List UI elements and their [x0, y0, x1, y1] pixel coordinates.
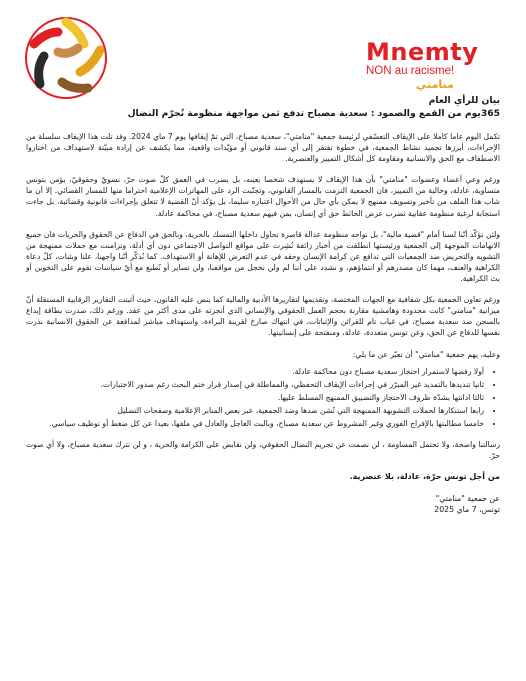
signature-date: تونس، 7 ماي 2025	[434, 504, 500, 514]
demands-intro: وعليه، يهم جمعية "منامتي" أن تعبّر عن ما يلي:	[352, 349, 500, 359]
signature-org: عن جمعية "منامتي"	[435, 493, 500, 503]
brand-name: Mnemty	[366, 38, 479, 66]
mnemty-hands-logo	[22, 14, 110, 102]
demand-item: • رابعا استنكارها لحملات التشويهة الممنهجة التي تُشن ضدها وضد الجمعية، عبر بعض المنابر الإعلامية وصفحات التضليل	[26, 405, 484, 416]
paragraph: ورغم وعي أعضاء وعضوات "منامتي" بأن هذا الإيقاف لا يستهدف شخصا بعينه، بل يضرب في العمق كلّ صوت حرّ، نسويّ وحقوقيّ، يؤمن بتونس متساوية، عادلة، وخالية من التمييز، فان الجمعية التزمت بالمسار القانوني، وتجنّبت الرد على المهاترات الإعلامية احتراما منها للمسار القضائي. إلا أن ما شاب هذا الملف من تأخير وتسويف ممنهج لا يمكن بأي حال من الأحوال اعتباره سليما، بل يؤكد أنّ القضية لا تتعلق بإجراءات قانونية وقضائية، بل جاءت استجابة لرغبة منظومة عقابية تضرب عرض الحائط حق أي إنسان، بمن فيهم سعدية مصباح، في محاكمة عادلة.	[26, 175, 500, 218]
demand-item: • ثانيا تنديدها بالتمديد غير المبرّر في إجراءات الإيقاف التحفظي، والمماطلة في إصدار قرار ختم البحث رغم صدور الاختبارات.	[26, 379, 484, 390]
paragraph: تكمل اليوم عاما كاملا على الإيقاف التعسّفي لرئيسة جمعية "منامتي"، سعدية مصباح، التي تمّ إيقافها يوم 7 ماي 2024. وقد تلت هذا الإيقاف سلسلة من الإجراءات، أبرزها تجميد نشاط الجمعية، في خطوة تفتقر إلى أي سند قانوني أو مؤيّدات واقعية، مما يكشف عن إرادة مبيّتة لاستهداف من اختاروا الاصطفاف مع الحق والانسانية ومقاومة كل أشكال التمييز والعنصرية.	[26, 132, 501, 164]
final-paragraph: رسالتنا واضحة، ولا تحتمل المساومة ، لن نصمت عن تجريم النضال الحقوقي، ولن نقايض على الكرامة والحرية ، و لن نترك سعدية مصباح، ولا أي صوت حرّ.	[26, 439, 500, 460]
demand-item: • ثالثا ادانتها بشدّة ظروف الاحتجاز والتضييق الممنهج المسلط عليها.	[26, 392, 484, 403]
demand-item: • أولا رفضها لاستمرار احتجاز سعدية مصباح دون محاكمة عادلة.	[26, 366, 484, 377]
demands-list	[26, 366, 500, 429]
statement-title: 365يوم من القمع والصمود : سعدية مصباح تدفع ثمن مواجهة منظومة تُجرّم النضال	[127, 108, 500, 119]
brand-name-arabic: منامتي	[416, 78, 454, 91]
demand-item: • خامسا مطالبتها بالإفراج الفوري وغير المشروط عن سعدية مصباح، وبالبت العاجل والعادل في ملفها، بعيدا عن كل ضغط أو توظيف سياسي.	[26, 418, 484, 429]
statement-heading: بيان للرأي العام	[428, 95, 500, 106]
paragraph: ولئن تؤكّد أنّنا لسنا أمام "قضية مالية"، بل نواجه منظومة عدالة قاصرة تحاول داخلها التمسك بالحرية، وبالحق في الدفاع عن الحقوق والحريات فان جميع الاتهامات الموجهة إلى الجمعية ورئيستها انطلقت من أخبار زائفة نُشِرت على مواقع التواصل الاجتماعي دون أي أدلة، وتزامنت مع حملات ممنهجة من التشويه والتحريض ضد الجمعيات التي تدافع عن كرامة الإنسان وحقه في عدم التعرض للإهانة أو الاستهداف. كما نُذكّر أنّنا واجهنا، علنا وبثبات، كلّ دعاة الكراهية والعنف، مهما كان مصدرهم أو انتماؤهم، و نشدد على أننا لم ولن نخجل من مواقفنا، ولن نساير أو نُطبع مع أيّ سياسات تقوم على التخوين أو بث الكراهية.	[26, 229, 500, 284]
brand-block	[366, 40, 506, 91]
statement-body	[26, 94, 500, 515]
closing-slogan: من أجل تونس حرّة، عادلة، بلا عنصرية.	[349, 471, 500, 481]
brand-tagline: NON au racisme!	[366, 65, 455, 77]
paragraph: ورغم تعاون الجمعية بكل شفافية مع الجهات المختصة، وتقديمها لتقاريرها الأدبية والمالية كما ينص عليه القانون، حيث أثبتت التقارير الرقابية المستقلة أنّ ميزانية "منامتي" كانت محدودة وهامشية مقارنة بحجم العمل الحقوقي والإنساني الذي أنجزته على مدى أكثر من عقد. ورغم ذلك، صدرت بطاقة إيداع بالسجن ضد سعدية مصباح، في غياب تام للقرائن والإثباتات، في انتهاك صارخ لقرينة البراءة، واستهداف مباشر لمدافعة عن الحقوق الانسانية نذرت نفسها للدفاع عن الحق، وعن تونس متعددة، عادلة، ومنفتحة على إنسانيتها.	[26, 295, 500, 338]
